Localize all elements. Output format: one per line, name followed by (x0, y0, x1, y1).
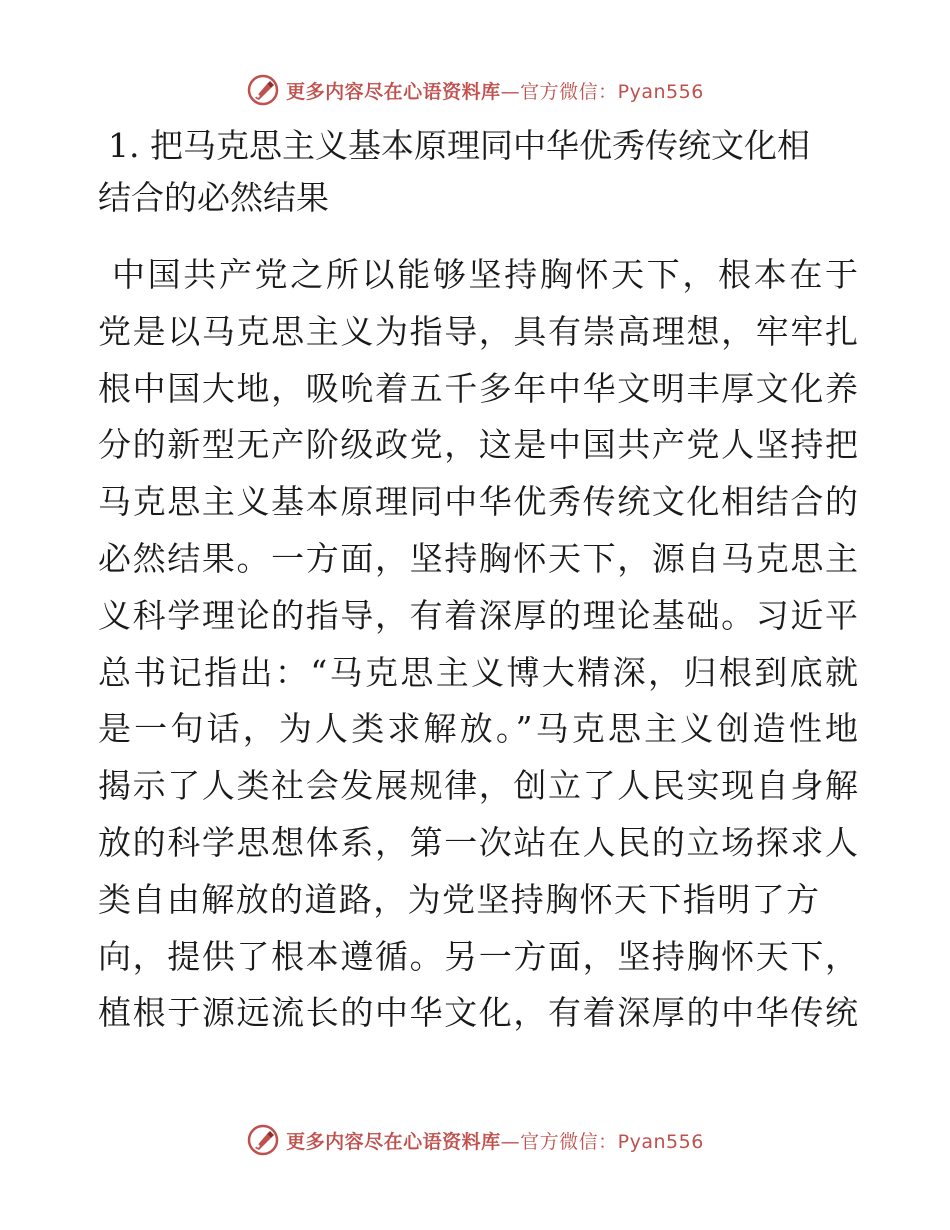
body-line: 马克思主义基本原理同中华优秀传统文化相结合的 (98, 482, 858, 522)
watermark-text (286, 77, 704, 104)
watermark-contact: 官方微信：Pyan556 (520, 1130, 704, 1153)
body-line: 植根于源远流长的中华文化，有着深厚的中华传统 (98, 993, 858, 1033)
body-paragraph (98, 247, 858, 1042)
body-line: 义科学理论的指导，有着深厚的理论基础。习近平 (98, 595, 858, 635)
body-line: 根中国大地，吸吮着五千多年中华文明丰厚文化养 (98, 368, 858, 408)
pen-nib-logo-icon (246, 1123, 280, 1157)
body-line: 中国共产党之所以能够坚持胸怀天下，根本在于 (112, 255, 858, 294)
watermark-text (286, 1127, 704, 1154)
watermark-brand: 更多内容尽在心语资料库 (286, 80, 501, 103)
section-heading (98, 120, 858, 224)
watermark-brand: 更多内容尽在心语资料库 (286, 1130, 501, 1153)
body-line: 向，提供了根本遵循。另一方面，坚持胸怀天下， (98, 936, 858, 976)
body-line: 必然结果。一方面，坚持胸怀天下，源自马克思主 (98, 538, 858, 578)
heading-line-1: 1. 把马克思主义基本原理同中华优秀传统文化相 (108, 126, 810, 165)
watermark-banner-top (0, 70, 950, 110)
pen-nib-logo-icon (246, 73, 280, 107)
watermark-banner-bottom (0, 1120, 950, 1160)
heading-line-2: 结合的必然结果 (98, 178, 329, 217)
watermark-separator: — (500, 80, 521, 103)
body-line: 是一句话，为人类求解放。”马克思主义创造性地 (98, 709, 858, 749)
document-content (98, 120, 858, 1042)
watermark-contact: 官方微信：Pyan556 (520, 80, 704, 103)
body-line: 总书记指出：“马克思主义博大精深，归根到底就 (98, 652, 858, 692)
body-line: 放的科学思想体系，第一次站在人民的立场探求人 (98, 822, 858, 862)
body-line: 类自由解放的道路，为党坚持胸怀天下指明了方 (98, 879, 821, 919)
body-line: 分的新型无产阶级政党，这是中国共产党人坚持把 (98, 425, 858, 465)
watermark-separator: — (500, 1130, 521, 1153)
body-line: 党是以马克思主义为指导，具有崇高理想，牢牢扎 (98, 311, 858, 351)
body-line: 揭示了人类社会发展规律，创立了人民实现自身解 (98, 766, 858, 806)
